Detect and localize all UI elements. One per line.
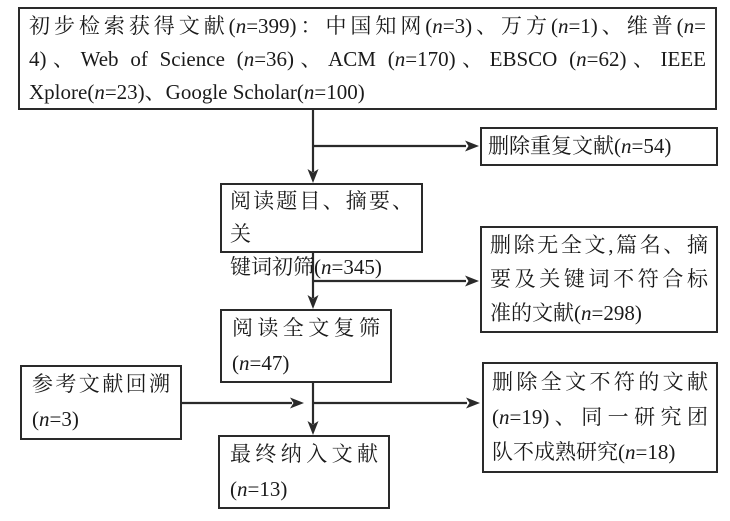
- box-text-line: (n=3): [32, 407, 79, 431]
- arrow-branch-to-remove-duplicates: [313, 141, 479, 152]
- arrow-initial-to-screening: [308, 110, 319, 183]
- box-text-line: 键词初筛(n=345): [230, 255, 382, 279]
- box-text-line: 要及关键词不符合标: [490, 267, 708, 291]
- box-remove-no-fulltext: [480, 226, 718, 333]
- box-text-line: 阅读题目、摘要、关: [230, 189, 413, 246]
- arrow-fulltext-to-final: [308, 383, 319, 435]
- box-fulltext-screening: [220, 309, 392, 383]
- box-text-line: 准的文献(n=298): [490, 301, 642, 325]
- box-text-line: Xplore(n=23)、Google Scholar(n=100): [29, 80, 365, 104]
- box-text-line: 阅读全文复筛: [232, 316, 380, 340]
- box-text-line: 删除全文不符的文献: [492, 370, 708, 394]
- box-text-line: 最终纳入文献: [230, 442, 378, 466]
- box-text-line: 删除重复文献(n=54): [488, 134, 672, 158]
- box-initial-search: [18, 7, 717, 110]
- arrow-branch-to-remove-nonconforming: [313, 398, 480, 409]
- box-text-line: (n=19)、同一研究团: [492, 405, 708, 429]
- box-text-line: (n=13): [230, 477, 288, 501]
- box-reference-backtracking: [20, 365, 182, 440]
- box-text-line: 初步检索获得文献(n=399)：中国知网(n=3)、万方(n=1)、维普(n=: [29, 14, 706, 38]
- box-text-line: 队不成熟研究(n=18): [492, 440, 676, 464]
- box-final-included: [218, 435, 390, 509]
- box-title-abstract-screening: [220, 183, 423, 279]
- box-remove-duplicates: [480, 127, 718, 166]
- box-text-line: 删除无全文,篇名、摘: [490, 233, 708, 257]
- box-text-line: (n=47): [232, 351, 290, 375]
- arrow-reference-to-main: [182, 398, 304, 409]
- box-remove-nonconforming: [482, 362, 718, 473]
- box-text-line: 参考文献回溯: [32, 372, 170, 396]
- box-text-line: 4)、Web of Science (n=36)、ACM (n=170)、EBSCO (n=62)、IEEE: [29, 47, 707, 71]
